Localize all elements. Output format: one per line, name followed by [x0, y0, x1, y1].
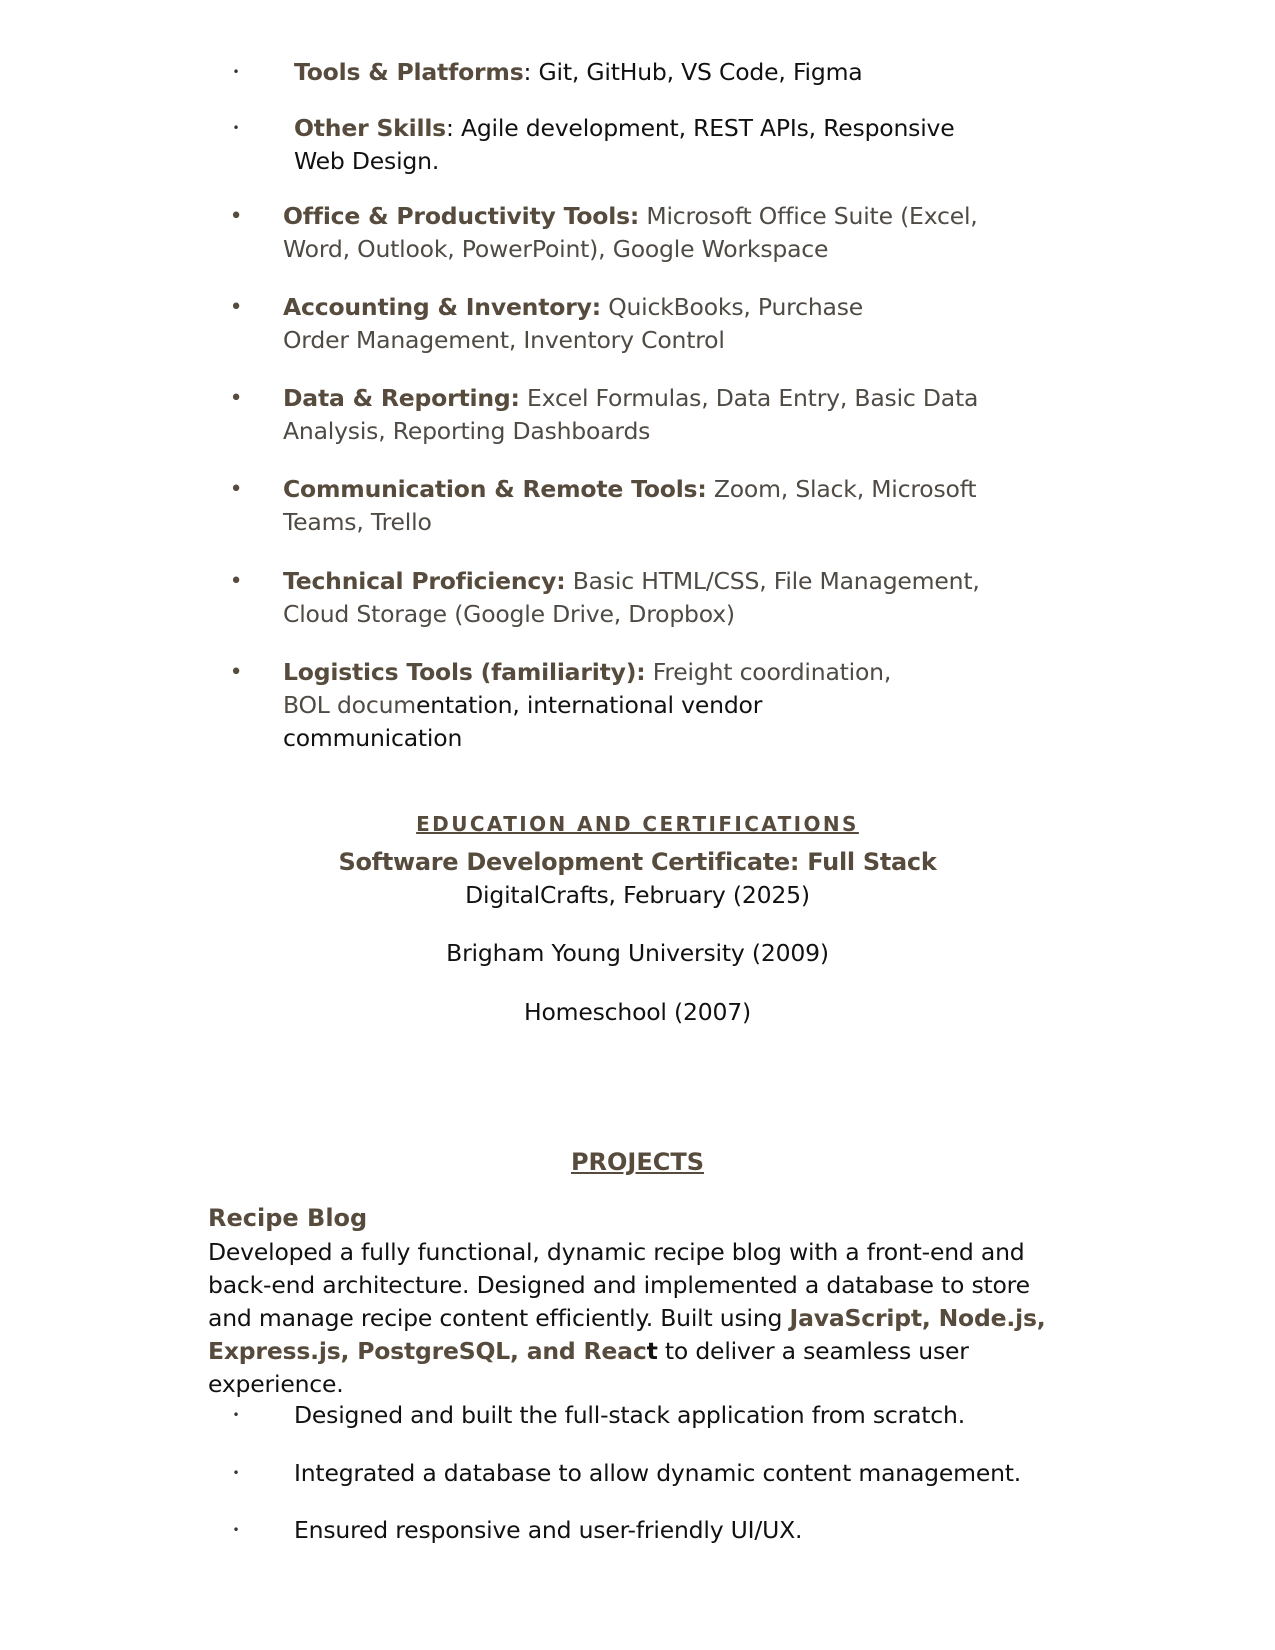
skill-value: Excel Formulas, Data Entry, Basic Data Analysis, Reporting Dashboards: [283, 384, 979, 445]
project-description: [208, 1236, 1078, 1401]
bullet-icon: •: [232, 1523, 240, 1537]
skill-value: QuickBooks, Purchase Order Management, Inventory Control: [283, 293, 864, 354]
skill-label: Tools & Platforms: [294, 58, 524, 86]
bullet-icon: •: [229, 386, 243, 411]
skill-value-grey: Freight coordination, BOL docum: [283, 658, 892, 719]
certificate-org: DigitalCrafts, February (2025): [465, 881, 810, 909]
skill-label: Technical Proficiency:: [283, 567, 566, 595]
project-bullet-text: Integrated a database to allow dynamic content management.: [294, 1459, 1022, 1487]
skill-value: Git, GitHub, VS Code, Figma: [538, 58, 863, 86]
skill-label: Communication & Remote Tools:: [283, 475, 707, 503]
skill-separator: [565, 567, 572, 595]
skill-label: Data & Reporting:: [283, 384, 520, 412]
education-heading: EDUCATION AND CERTIFICATIONS: [416, 812, 859, 836]
skill-label: Accounting & Inventory:: [283, 293, 601, 321]
bullet-icon: •: [232, 65, 240, 79]
projects-heading: PROJECTS: [570, 1148, 705, 1176]
bullet-icon: •: [229, 569, 243, 594]
bullet-icon: •: [232, 1408, 240, 1422]
bullet-icon: •: [229, 477, 243, 502]
skill-value: Microsoft Office Suite (Excel, Word, Outlook, PowerPoint), Google Workspace: [283, 202, 978, 263]
university: Brigham Young University (2009): [446, 939, 829, 967]
bullet-icon: •: [229, 295, 243, 320]
bullet-icon: •: [229, 204, 243, 229]
project-tech-stack: JavaScript, Node.js, Express.js, PostgreSQL, and Reac: [208, 1304, 1046, 1365]
skill-label: Logistics Tools (familiarity):: [283, 658, 646, 686]
skill-value: Basic HTML/CSS, File Management, Cloud Storage (Google Drive, Dropbox): [283, 567, 980, 628]
certificate-title: Software Development Certificate: Full Stack: [338, 848, 937, 876]
skill-separator: [645, 658, 652, 686]
bullet-icon: •: [232, 121, 240, 135]
skill-value: Zoom, Slack, Microsoft Teams, Trello: [283, 475, 977, 536]
project-bullet-text: Designed and built the full-stack application from scratch.: [294, 1401, 965, 1429]
highschool: Homeschool (2007): [524, 998, 751, 1026]
skill-value: Agile development, REST APIs, Responsive Web Design.: [294, 114, 955, 175]
skill-separator: [520, 384, 527, 412]
skill-value-dark: entation, international vendor communication: [283, 691, 763, 752]
skill-label: Other Skills: [294, 114, 446, 142]
project-title: Recipe Blog: [208, 1204, 368, 1232]
bullet-icon: •: [229, 660, 243, 685]
project-bullet-text: Ensured responsive and user-friendly UI/UX.: [294, 1516, 803, 1544]
project-tech-stack-end: t: [646, 1337, 658, 1365]
skill-label: Office & Productivity Tools:: [283, 202, 640, 230]
bullet-icon: •: [232, 1466, 240, 1480]
skill-separator: :: [523, 58, 539, 86]
project-desc-text: Developed a fully functional, dynamic recipe blog with a front-end and back-end architecture. Designed and implemented a database to store and manage recipe content efficiently. Built using: [208, 1238, 1030, 1332]
project-desc-text-end: to deliver a seamless user experience.: [208, 1337, 969, 1398]
skill-separator: [707, 475, 714, 503]
skill-separator: :: [445, 114, 461, 142]
